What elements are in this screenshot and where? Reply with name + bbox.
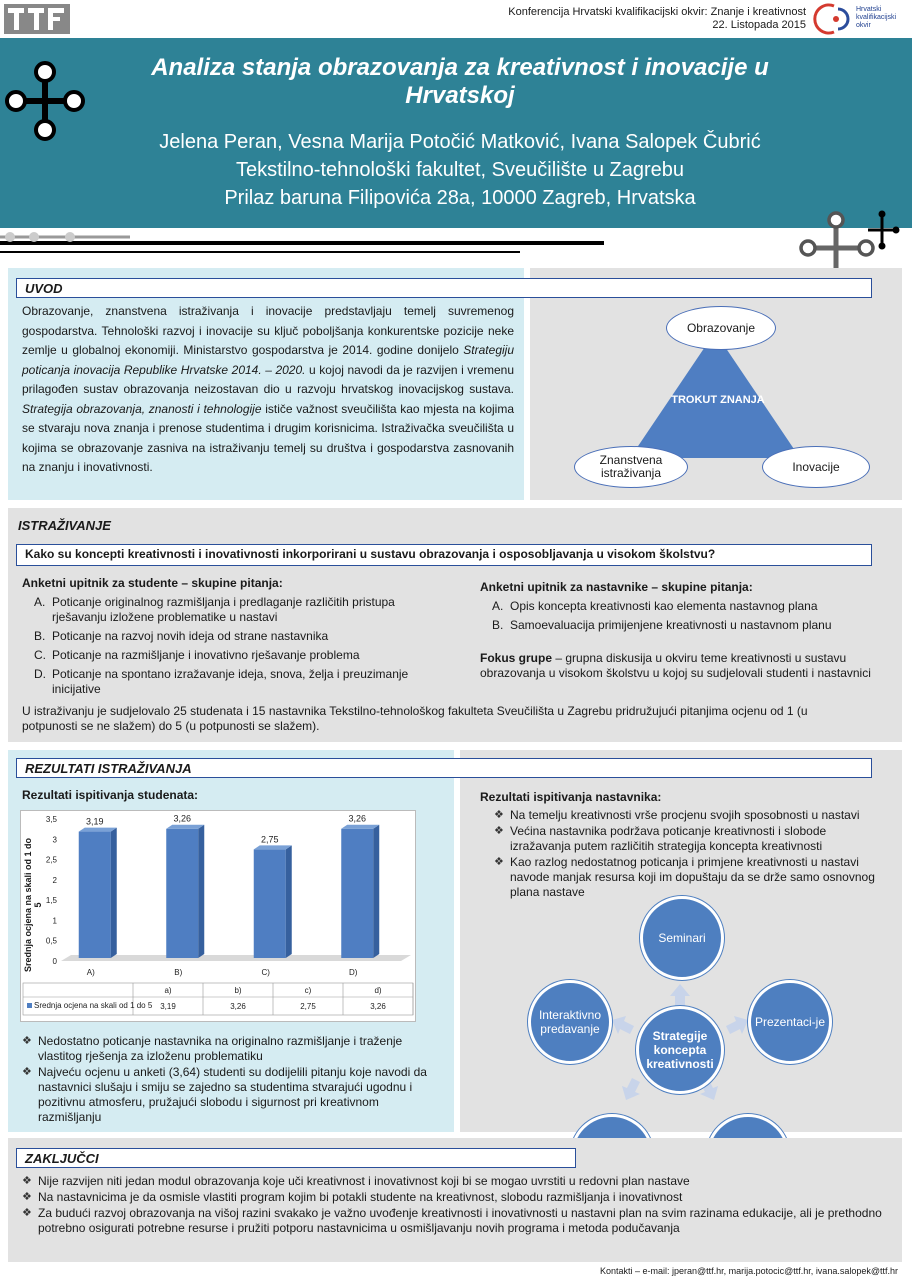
chart-table-value: 2,75: [300, 1002, 316, 1011]
bullet-item: [22, 1206, 882, 1236]
uvod-text-2: u kojoj navodi da je razvijen i vremenu prilagođen sustav obrazovanja neizostavan dio u razvoju hrvatskog inovacijskog sustava.: [22, 362, 514, 396]
diamond-bullet-icon: ❖: [22, 1035, 32, 1047]
divider-bar: [0, 251, 520, 253]
question-text: Poticanje na razvoj novih ideja od strane nastavnika: [52, 629, 329, 643]
diamond-bullet-icon: ❖: [494, 809, 504, 821]
chart-table-value: 3,26: [230, 1002, 246, 1011]
chart-legend-swatch: [27, 1003, 32, 1008]
question-item: [34, 648, 442, 663]
question-text: Poticanje na razmišljanje i inovativno rješavanje problema: [52, 648, 360, 662]
chart-y-axis-label: Srednja ocjena na skali od 1 do 5: [23, 837, 43, 973]
chart-data-label: 3,26: [173, 813, 192, 824]
bullet-text: Na temelju kreativnosti vrše procjenu svojih sposobnosti u nastavi: [510, 808, 860, 822]
strategy-center: Strategije koncepta kreativnosti: [636, 1006, 724, 1094]
question-letter: A.: [34, 595, 46, 609]
chart-x-tick-label: D): [349, 968, 358, 977]
question-text: Opis koncepta kreativnosti kao elementa nastavnog plana: [510, 599, 818, 613]
teachers-results-title: Rezultati ispitivanja nastavnika:: [480, 790, 662, 804]
hko-logo-text: Hrvatski kvalifikacijski okvir: [856, 6, 897, 29]
chart-data-table: [23, 983, 413, 1015]
molecule-chain-icon: [0, 226, 140, 248]
teachers-results-bullets: [480, 808, 890, 900]
students-results-list: [22, 1034, 442, 1126]
chart-bar-top: [166, 825, 204, 829]
students-results-bullets: [22, 1034, 442, 1125]
chart-bar-side: [286, 845, 292, 958]
strategy-node-prezentacije: Prezentaci-je: [748, 980, 832, 1064]
uvod-text-3: ističe važnost sveučilišta kao mjesta na kojima se stvaraju nova znanja i prenose studentima i drugim korisnicima. Istraživačka sveučilišta u kojima se obrazovanje zasniva na istraživanju temelj su društva i gospodarstva zasnovanih na znanju i inovativnosti.: [22, 401, 514, 474]
focus-group-label: Fokus grupe: [480, 651, 553, 665]
bullet-text: Na nastavnicima je da osmisle vlastiti program kojim bi potakli studente na kreativnost, slobodu razmišljanja i inovativnost: [38, 1190, 683, 1204]
authors-block: [100, 128, 820, 212]
rezultati-title: REZULTATI ISTRAŽIVANJA: [16, 758, 872, 778]
chart-bar-side: [111, 828, 117, 958]
contacts: Kontakti – e-mail: jperan@ttf.hr, marija.potocic@ttf.hr, ivana.salopek@ttf.hr: [599, 1266, 898, 1276]
triangle-node-istrazivanja: Znanstvena istraživanja: [574, 446, 688, 488]
students-bar-chart: [20, 810, 416, 1022]
chart-x-tick-label: A): [86, 968, 95, 977]
question-text: Poticanje na spontano izražavanje ideja, snova, želja i preuzimanje inicijative: [52, 667, 409, 696]
chart-x-tick-label: B): [174, 968, 183, 977]
ttf-logo: [4, 2, 70, 36]
chart-y-tick-label: 1: [52, 916, 57, 926]
chart-data-label: 3,26: [348, 813, 367, 824]
bullet-text: Kao razlog nedostatnog poticanja i primjene kreativnosti u nastavi navode manjak resursa koji im dopuštaju da se drže samo osnovnog plana nastave: [510, 855, 875, 899]
zakljucci-title: ZAKLJUČCI: [16, 1148, 576, 1168]
conclusions-bullets: [22, 1174, 882, 1236]
chart-bar-top: [79, 828, 117, 832]
bullet-text: Nije razvijen niti jedan modul obrazovanja koje uči kreativnost i inovativnost koji bi se mogao uvrstiti u redovni plan nastave: [38, 1174, 690, 1188]
triangle-node-inovacije: Inovacije: [762, 446, 870, 488]
uvod-text-italic-2: Strategija obrazovanja, znanosti i tehnologije: [22, 401, 262, 416]
question-item: [492, 618, 880, 633]
molecule-icon: [0, 56, 90, 146]
chart-y-tick-label: 1,5: [45, 896, 57, 906]
bullet-text: Za budući razvoj obrazovanja na višoj razini svakako je važno uvođenje kreativnosti i inovativnosti u nastavni plan na svim razinama edukacije, ali je prethodno potrebno osigurati potrebne resurse i pružiti potporu nastavnicima u osmišljavanju novih programa i metoda podučavanja: [38, 1206, 882, 1235]
question-letter: B.: [34, 629, 46, 643]
authors: Jelena Peran, Vesna Marija Potočić Matković, Ivana Salopek Čubrić: [159, 131, 761, 153]
question-item: [34, 595, 442, 625]
bullet-text: Najveću ocjenu u anketi (3,64) studenti su dodijelili pitanju koje navodi da nastavnici slušaju i smiju se zajedno sa studentima stvarajući ugodnu i pozitivnu atmosferu, pružajući slobodu i sigurnost pri kreativnom razmišljanju: [38, 1065, 427, 1124]
bullet-text: Nedostatno poticanje nastavnika na originalno razmišljanje i traženje vlastitog rješenja za izloženu problematiku: [38, 1034, 403, 1063]
teachers-questionnaire: [480, 580, 880, 681]
poster-title: Analiza stanja obrazovanja za kreativnost i inovacije u Hrvatskoj: [151, 54, 769, 109]
question-letter: A.: [492, 599, 504, 613]
uvod-text: [22, 302, 514, 478]
bullet-item: [22, 1065, 442, 1125]
chart-y-tick-label: 3: [52, 835, 57, 845]
students-results-title: Rezultati ispitivanja studenata:: [22, 788, 199, 802]
chart-bar: [341, 829, 373, 958]
bullet-item: [494, 824, 890, 854]
diamond-bullet-icon: ❖: [22, 1066, 32, 1078]
address: Prilaz baruna Filipovića 28a, 10000 Zagreb, Hrvatska: [224, 187, 696, 209]
chart-y-tick-label: 2: [52, 875, 57, 885]
uvod-title: UVOD: [16, 278, 872, 298]
question-item: [492, 599, 880, 614]
conclusions-list: [22, 1174, 882, 1237]
teachers-results: [480, 790, 890, 901]
conference-line-1: Konferencija Hrvatski kvalifikacijski okvir: Znanje i kreativnost: [508, 6, 806, 18]
chart-table-header: b): [234, 986, 242, 995]
bullet-item: [22, 1174, 882, 1189]
students-question-list: [22, 595, 442, 697]
diamond-bullet-icon: ❖: [22, 1207, 32, 1219]
research-summary: U istraživanju je sudjelovalo 25 studenata i 15 nastavnika Tekstilno-tehnološkog fakulteta Sveučilišta u Zagrebu pridružujući pitanjima ocjenu od 1 (u potpunosti se ne slažem) do 5 (u potpunosti se slažem).: [22, 704, 808, 733]
focus-group: [480, 651, 880, 681]
students-questionnaire-title: Anketni upitnik za studente – skupine pitanja:: [22, 576, 283, 590]
focus-group-text: – grupna diskusija u okviru teme kreativnosti u sustavu obrazovanja u visokom školstvu u kojoj su sudjelovali studenti i nastavnici: [480, 651, 871, 680]
bullet-item: [22, 1190, 882, 1205]
chart-table-header: c): [304, 986, 312, 995]
chart-bar: [79, 832, 111, 958]
students-questionnaire: [22, 576, 442, 701]
institution: Tekstilno-tehnološki fakultet, Sveučilište u Zagrebu: [235, 159, 684, 181]
conference-line-2: 22. Listopada 2015: [712, 19, 806, 31]
chart-y-tick-label: 3,5: [45, 815, 57, 824]
triangle-node-obrazovanje: Obrazovanje: [666, 306, 776, 350]
strategy-node-interaktivno: Interaktivno predavanje: [528, 980, 612, 1064]
uvod-text-1: Obrazovanje, znanstvena istraživanja i inovacije predstavljaju temelj suvremenog gospodarstva. Tehnološki razvoj i inovacije su ključ poboljšanja konkurentske pozicije neke zemlje u globalnoj ekonomiji. Ministarstvo gospodarstva je 2014. godine donijelo: [22, 304, 514, 357]
chart-data-label: 2,75: [260, 834, 279, 845]
question-text: Samoevaluacija primijenjene kreativnosti u nastavnom planu: [510, 618, 832, 632]
triangle-center-label: TROKUT ZNANJA: [671, 394, 765, 406]
chart-bar: [166, 829, 198, 958]
chart-table-header: d): [374, 986, 382, 995]
research-question: Kako su koncepti kreativnosti i inovativnosti inkorporirani u sustavu obrazovanja i osposobljavanja u visokom školstvu?: [16, 544, 872, 566]
question-letter: D.: [34, 667, 46, 681]
chart-table-value: 3,26: [370, 1002, 386, 1011]
chart-bar: [254, 849, 286, 958]
chart-bar-side: [373, 825, 379, 958]
chart-y-tick-label: 2,5: [45, 855, 57, 865]
chart-svg: [21, 811, 415, 1021]
chart-table-value: 3,19: [160, 1002, 176, 1011]
chart-bar-top: [341, 825, 379, 829]
chart-data-label: 3,19: [85, 816, 104, 827]
teachers-questionnaire-title: Anketni upitnik za nastavnike – skupine pitanja:: [480, 580, 753, 594]
chart-y-tick-label: 0,5: [45, 936, 57, 946]
chart-legend-label: Srednja ocjena na skali od 1 do 5: [34, 1001, 153, 1010]
question-item: [34, 667, 442, 697]
teachers-question-list: [480, 599, 880, 633]
diamond-bullet-icon: ❖: [22, 1191, 32, 1203]
question-letter: B.: [492, 618, 504, 632]
conference-info: [508, 6, 806, 32]
bullet-text: Većina nastavnika podržava poticanje kreativnosti i slobode izražavanja putem različitih strategija koncepta kreativnosti: [510, 824, 827, 853]
chart-bar-side: [198, 825, 204, 958]
bullet-item: [494, 855, 890, 900]
strategy-node-seminari: Seminari: [640, 896, 724, 980]
uvod-text-italic-1: Strategiju poticanja inovacija Republike Hrvatske 2014. – 2020.: [22, 343, 514, 377]
question-item: [34, 629, 442, 644]
chart-table-header: a): [164, 986, 172, 995]
question-text: Poticanje originalnog razmišljanja i predlaganje različitih pristupa rješavanju izložene problematike u nastavi: [52, 595, 395, 624]
bullet-item: [22, 1034, 442, 1064]
chart-y-axis-label-wrap: [23, 829, 43, 979]
diamond-bullet-icon: ❖: [22, 1175, 32, 1187]
chart-bar-top: [254, 845, 292, 849]
bullet-item: [494, 808, 890, 823]
chart-x-tick-label: C): [261, 968, 270, 977]
question-letter: C.: [34, 648, 46, 662]
istrazivanje-title: ISTRAŽIVANJE: [18, 518, 111, 533]
diamond-bullet-icon: ❖: [494, 825, 504, 837]
hko-logo: [812, 2, 902, 36]
chart-y-tick-label: 0: [52, 957, 57, 966]
diamond-bullet-icon: ❖: [494, 856, 504, 868]
